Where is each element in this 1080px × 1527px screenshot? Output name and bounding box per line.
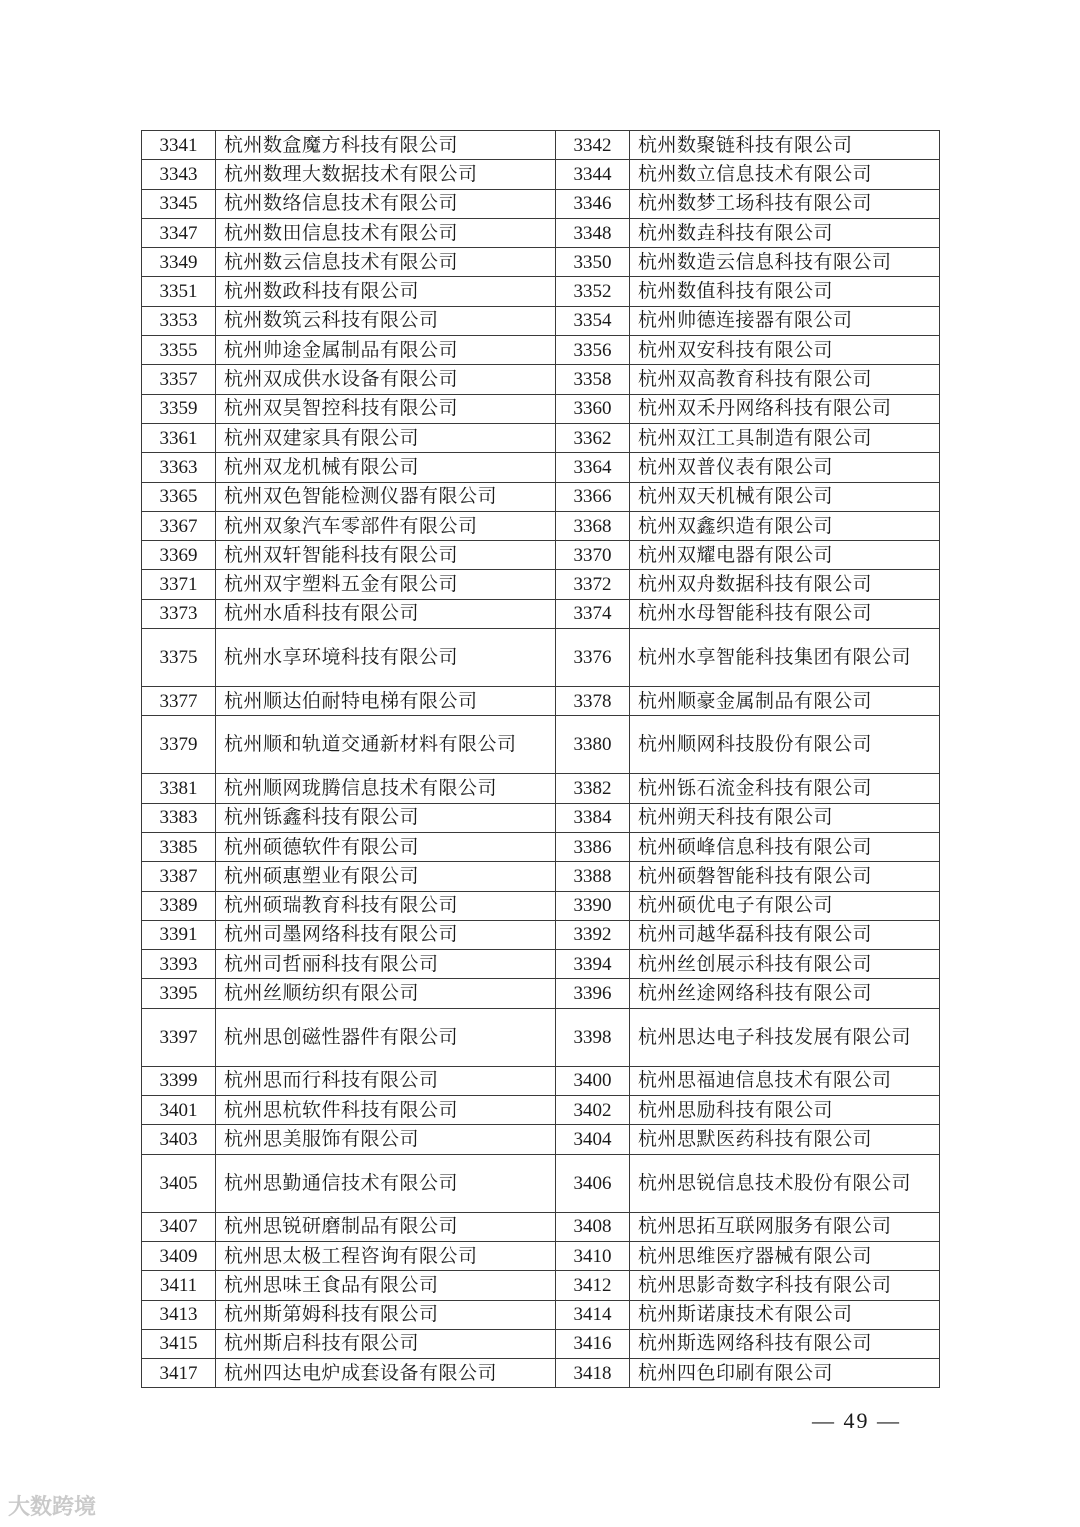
table-row bbox=[142, 131, 940, 160]
entry-number: 3362 bbox=[556, 423, 630, 452]
entry-number: 3411 bbox=[142, 1271, 216, 1300]
entry-number: 3349 bbox=[142, 248, 216, 277]
company-name: 杭州思勤通信技术有限公司 bbox=[216, 1154, 556, 1212]
company-name: 杭州顺网科技股份有限公司 bbox=[630, 716, 940, 774]
company-name: 杭州铄鑫科技有限公司 bbox=[216, 803, 556, 832]
entry-number: 3400 bbox=[556, 1066, 630, 1095]
entry-number: 3353 bbox=[142, 306, 216, 335]
company-name: 杭州硕峰信息科技有限公司 bbox=[630, 832, 940, 861]
company-name: 杭州司越华磊科技有限公司 bbox=[630, 920, 940, 949]
table-row bbox=[142, 891, 940, 920]
entry-number: 3377 bbox=[142, 687, 216, 716]
table-row bbox=[142, 189, 940, 218]
entry-number: 3383 bbox=[142, 803, 216, 832]
table-row bbox=[142, 950, 940, 979]
table-row bbox=[142, 1300, 940, 1329]
company-name: 杭州顺豪金属制品有限公司 bbox=[630, 687, 940, 716]
company-name: 杭州斯诺康技术有限公司 bbox=[630, 1300, 940, 1329]
entry-number: 3398 bbox=[556, 1008, 630, 1066]
entry-number: 3360 bbox=[556, 394, 630, 423]
company-name: 杭州双色智能检测仪器有限公司 bbox=[216, 482, 556, 511]
company-name: 杭州双昊智控科技有限公司 bbox=[216, 394, 556, 423]
entry-number: 3342 bbox=[556, 131, 630, 160]
entry-number: 3378 bbox=[556, 687, 630, 716]
company-registry-table bbox=[141, 130, 940, 1388]
company-name: 杭州顺网珑腾信息技术有限公司 bbox=[216, 774, 556, 803]
company-name: 杭州思而行科技有限公司 bbox=[216, 1066, 556, 1095]
table-row bbox=[142, 979, 940, 1008]
company-name: 杭州水母智能科技有限公司 bbox=[630, 599, 940, 628]
table-row bbox=[142, 570, 940, 599]
company-name: 杭州数田信息技术有限公司 bbox=[216, 218, 556, 247]
entry-number: 3388 bbox=[556, 862, 630, 891]
company-name: 杭州水享智能科技集团有限公司 bbox=[630, 629, 940, 687]
entry-number: 3402 bbox=[556, 1096, 630, 1125]
table-row bbox=[142, 218, 940, 247]
company-name: 杭州硕优电子有限公司 bbox=[630, 891, 940, 920]
table-row bbox=[142, 394, 940, 423]
company-name: 杭州双象汽车零部件有限公司 bbox=[216, 511, 556, 540]
table-row bbox=[142, 248, 940, 277]
table-row bbox=[142, 277, 940, 306]
company-name: 杭州硕磐智能科技有限公司 bbox=[630, 862, 940, 891]
entry-number: 3371 bbox=[142, 570, 216, 599]
company-name: 杭州数云信息技术有限公司 bbox=[216, 248, 556, 277]
table-row bbox=[142, 1241, 940, 1270]
table-row bbox=[142, 453, 940, 482]
company-name: 杭州四达电炉成套设备有限公司 bbox=[216, 1359, 556, 1388]
entry-number: 3403 bbox=[142, 1125, 216, 1154]
entry-number: 3413 bbox=[142, 1300, 216, 1329]
company-name: 杭州数值科技有限公司 bbox=[630, 277, 940, 306]
entry-number: 3397 bbox=[142, 1008, 216, 1066]
company-name: 杭州水享环境科技有限公司 bbox=[216, 629, 556, 687]
entry-number: 3368 bbox=[556, 511, 630, 540]
table-row bbox=[142, 1096, 940, 1125]
table-row bbox=[142, 687, 940, 716]
company-name: 杭州帅途金属制品有限公司 bbox=[216, 336, 556, 365]
company-name: 杭州双龙机械有限公司 bbox=[216, 453, 556, 482]
company-name: 杭州双天机械有限公司 bbox=[630, 482, 940, 511]
entry-number: 3346 bbox=[556, 189, 630, 218]
entry-number: 3367 bbox=[142, 511, 216, 540]
table-row bbox=[142, 629, 940, 687]
entry-number: 3351 bbox=[142, 277, 216, 306]
entry-number: 3415 bbox=[142, 1329, 216, 1358]
table-row bbox=[142, 1125, 940, 1154]
table-row bbox=[142, 1154, 940, 1212]
table-row bbox=[142, 423, 940, 452]
entry-number: 3404 bbox=[556, 1125, 630, 1154]
company-name: 杭州思影奇数字科技有限公司 bbox=[630, 1271, 940, 1300]
entry-number: 3372 bbox=[556, 570, 630, 599]
company-name: 杭州思创磁性器件有限公司 bbox=[216, 1008, 556, 1066]
entry-number: 3364 bbox=[556, 453, 630, 482]
table-row bbox=[142, 1359, 940, 1388]
company-name: 杭州帅德连接器有限公司 bbox=[630, 306, 940, 335]
entry-number: 3374 bbox=[556, 599, 630, 628]
entry-number: 3401 bbox=[142, 1096, 216, 1125]
company-name: 杭州朔天科技有限公司 bbox=[630, 803, 940, 832]
company-name: 杭州斯启科技有限公司 bbox=[216, 1329, 556, 1358]
entry-number: 3363 bbox=[142, 453, 216, 482]
company-name: 杭州思拓互联网服务有限公司 bbox=[630, 1212, 940, 1241]
company-name: 杭州硕瑞教育科技有限公司 bbox=[216, 891, 556, 920]
entry-number: 3357 bbox=[142, 365, 216, 394]
entry-number: 3355 bbox=[142, 336, 216, 365]
table-row bbox=[142, 716, 940, 774]
entry-number: 3384 bbox=[556, 803, 630, 832]
company-name: 杭州数政科技有限公司 bbox=[216, 277, 556, 306]
table-row bbox=[142, 160, 940, 189]
company-name: 杭州水盾科技有限公司 bbox=[216, 599, 556, 628]
entry-number: 3348 bbox=[556, 218, 630, 247]
entry-number: 3408 bbox=[556, 1212, 630, 1241]
table-row bbox=[142, 541, 940, 570]
company-name: 杭州司墨网络科技有限公司 bbox=[216, 920, 556, 949]
company-name: 杭州数筑云科技有限公司 bbox=[216, 306, 556, 335]
entry-number: 3365 bbox=[142, 482, 216, 511]
company-name: 杭州思达电子科技发展有限公司 bbox=[630, 1008, 940, 1066]
entry-number: 3394 bbox=[556, 950, 630, 979]
company-name: 杭州思维医疗器械有限公司 bbox=[630, 1241, 940, 1270]
entry-number: 3386 bbox=[556, 832, 630, 861]
entry-number: 3350 bbox=[556, 248, 630, 277]
table-row bbox=[142, 862, 940, 891]
entry-number: 3379 bbox=[142, 716, 216, 774]
table-body bbox=[142, 131, 940, 1388]
entry-number: 3417 bbox=[142, 1359, 216, 1388]
entry-number: 3389 bbox=[142, 891, 216, 920]
entry-number: 3393 bbox=[142, 950, 216, 979]
company-name: 杭州双江工具制造有限公司 bbox=[630, 423, 940, 452]
table-row bbox=[142, 832, 940, 861]
entry-number: 3369 bbox=[142, 541, 216, 570]
entry-number: 3341 bbox=[142, 131, 216, 160]
entry-number: 3406 bbox=[556, 1154, 630, 1212]
table-row bbox=[142, 1271, 940, 1300]
table-row bbox=[142, 774, 940, 803]
company-name: 杭州双舟数据科技有限公司 bbox=[630, 570, 940, 599]
entry-number: 3382 bbox=[556, 774, 630, 803]
company-name: 杭州数垚科技有限公司 bbox=[630, 218, 940, 247]
company-name: 杭州硕德软件有限公司 bbox=[216, 832, 556, 861]
company-name: 杭州斯第姆科技有限公司 bbox=[216, 1300, 556, 1329]
company-name: 杭州丝途网络科技有限公司 bbox=[630, 979, 940, 1008]
table-row bbox=[142, 365, 940, 394]
entry-number: 3414 bbox=[556, 1300, 630, 1329]
entry-number: 3410 bbox=[556, 1241, 630, 1270]
company-name: 杭州数盒魔方科技有限公司 bbox=[216, 131, 556, 160]
company-name: 杭州双禾丹网络科技有限公司 bbox=[630, 394, 940, 423]
entry-number: 3390 bbox=[556, 891, 630, 920]
company-name: 杭州数立信息技术有限公司 bbox=[630, 160, 940, 189]
entry-number: 3345 bbox=[142, 189, 216, 218]
company-name: 杭州双成供水设备有限公司 bbox=[216, 365, 556, 394]
company-name: 杭州双轩智能科技有限公司 bbox=[216, 541, 556, 570]
company-name: 杭州铄石流金科技有限公司 bbox=[630, 774, 940, 803]
entry-number: 3354 bbox=[556, 306, 630, 335]
company-name: 杭州司哲丽科技有限公司 bbox=[216, 950, 556, 979]
company-name: 杭州数梦工场科技有限公司 bbox=[630, 189, 940, 218]
entry-number: 3380 bbox=[556, 716, 630, 774]
entry-number: 3347 bbox=[142, 218, 216, 247]
entry-number: 3409 bbox=[142, 1241, 216, 1270]
company-name: 杭州双安科技有限公司 bbox=[630, 336, 940, 365]
company-name: 杭州思默医药科技有限公司 bbox=[630, 1125, 940, 1154]
entry-number: 3395 bbox=[142, 979, 216, 1008]
table-row bbox=[142, 599, 940, 628]
company-name: 杭州数造云信息科技有限公司 bbox=[630, 248, 940, 277]
entry-number: 3359 bbox=[142, 394, 216, 423]
entry-number: 3385 bbox=[142, 832, 216, 861]
company-name: 杭州顺达伯耐特电梯有限公司 bbox=[216, 687, 556, 716]
company-name: 杭州思味王食品有限公司 bbox=[216, 1271, 556, 1300]
entry-number: 3373 bbox=[142, 599, 216, 628]
entry-number: 3412 bbox=[556, 1271, 630, 1300]
entry-number: 3356 bbox=[556, 336, 630, 365]
entry-number: 3392 bbox=[556, 920, 630, 949]
table-row bbox=[142, 920, 940, 949]
company-name: 杭州双宇塑料五金有限公司 bbox=[216, 570, 556, 599]
table-row bbox=[142, 1066, 940, 1095]
table-row bbox=[142, 1329, 940, 1358]
company-name: 杭州思太极工程咨询有限公司 bbox=[216, 1241, 556, 1270]
entry-number: 3376 bbox=[556, 629, 630, 687]
company-name: 杭州硕惠塑业有限公司 bbox=[216, 862, 556, 891]
entry-number: 3416 bbox=[556, 1329, 630, 1358]
company-name: 杭州双建家具有限公司 bbox=[216, 423, 556, 452]
table-row bbox=[142, 336, 940, 365]
entry-number: 3418 bbox=[556, 1359, 630, 1388]
company-name: 杭州丝顺纺织有限公司 bbox=[216, 979, 556, 1008]
table-row bbox=[142, 803, 940, 832]
company-name: 杭州思杭软件科技有限公司 bbox=[216, 1096, 556, 1125]
company-name: 杭州双耀电器有限公司 bbox=[630, 541, 940, 570]
company-name: 杭州数络信息技术有限公司 bbox=[216, 189, 556, 218]
table-row bbox=[142, 482, 940, 511]
entry-number: 3343 bbox=[142, 160, 216, 189]
entry-number: 3352 bbox=[556, 277, 630, 306]
entry-number: 3407 bbox=[142, 1212, 216, 1241]
company-name: 杭州思励科技有限公司 bbox=[630, 1096, 940, 1125]
company-name: 杭州双鑫织造有限公司 bbox=[630, 511, 940, 540]
entry-number: 3405 bbox=[142, 1154, 216, 1212]
company-name: 杭州顺和轨道交通新材料有限公司 bbox=[216, 716, 556, 774]
company-name: 杭州数聚链科技有限公司 bbox=[630, 131, 940, 160]
table-row bbox=[142, 306, 940, 335]
entry-number: 3391 bbox=[142, 920, 216, 949]
entry-number: 3387 bbox=[142, 862, 216, 891]
page-number: — 49 — bbox=[812, 1408, 901, 1433]
company-name: 杭州思锐研磨制品有限公司 bbox=[216, 1212, 556, 1241]
entry-number: 3344 bbox=[556, 160, 630, 189]
company-name: 杭州四色印刷有限公司 bbox=[630, 1359, 940, 1388]
table-row bbox=[142, 1212, 940, 1241]
company-name: 杭州斯选网络科技有限公司 bbox=[630, 1329, 940, 1358]
entry-number: 3396 bbox=[556, 979, 630, 1008]
entry-number: 3370 bbox=[556, 541, 630, 570]
table-row bbox=[142, 1008, 940, 1066]
company-name: 杭州双普仪表有限公司 bbox=[630, 453, 940, 482]
entry-number: 3381 bbox=[142, 774, 216, 803]
company-name: 杭州数理大数据技术有限公司 bbox=[216, 160, 556, 189]
entry-number: 3375 bbox=[142, 629, 216, 687]
entry-number: 3366 bbox=[556, 482, 630, 511]
watermark: 大数跨境 bbox=[8, 1495, 97, 1520]
table-row bbox=[142, 511, 940, 540]
entry-number: 3361 bbox=[142, 423, 216, 452]
entry-number: 3358 bbox=[556, 365, 630, 394]
company-name: 杭州思美服饰有限公司 bbox=[216, 1125, 556, 1154]
entry-number: 3399 bbox=[142, 1066, 216, 1095]
company-name: 杭州思锐信息技术股份有限公司 bbox=[630, 1154, 940, 1212]
company-name: 杭州丝创展示科技有限公司 bbox=[630, 950, 940, 979]
company-name: 杭州双高教育科技有限公司 bbox=[630, 365, 940, 394]
company-name: 杭州思福迪信息技术有限公司 bbox=[630, 1066, 940, 1095]
